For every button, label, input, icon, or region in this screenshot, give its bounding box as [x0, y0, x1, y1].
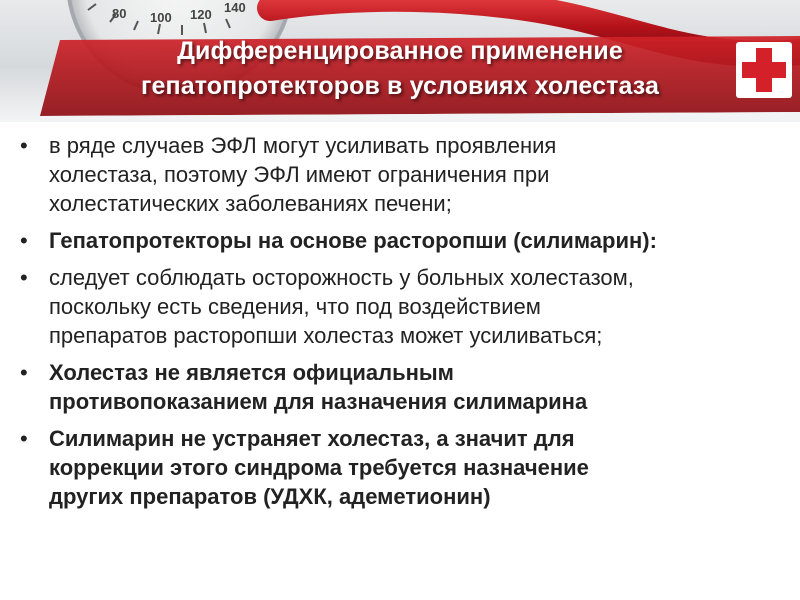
bullet-line: других препаратов (УДХК, адеметионин): [49, 484, 491, 509]
bullet-marker: •: [20, 360, 28, 385]
bullet-line: холестаза, поэтому ЭФЛ имеют ограничения при: [49, 162, 550, 187]
bullet-text: [49, 360, 587, 414]
bullet-marker: •: [20, 228, 28, 253]
bullet-item: [18, 424, 788, 511]
gauge-tick-label: 140: [224, 0, 246, 15]
gauge-tick-label: 100: [150, 10, 172, 25]
bullet-line: коррекции этого синдрома требуется назначение: [49, 455, 589, 480]
bullet-item: [18, 226, 788, 255]
bullet-marker: •: [20, 265, 28, 290]
gauge-tick-label: 120: [190, 7, 212, 22]
bullet-text: [49, 426, 589, 509]
bullet-line: поскольку есть сведения, что под воздействием: [49, 294, 541, 319]
bullet-item: [18, 358, 788, 416]
page-title-line-1: Дифференцированное применение: [177, 37, 623, 65]
medical-cross-icon: [736, 42, 792, 98]
header-banner: [0, 0, 800, 122]
bullet-line: Холестаз не является официальным: [49, 360, 454, 385]
gauge-tick-label: 80: [112, 6, 127, 21]
bullet-text: [49, 133, 556, 216]
bullet-line: следует соблюдать осторожность у больных холестазом,: [49, 265, 634, 290]
page-title-line-2: гепатопротекторов в условиях холестаза: [141, 72, 659, 100]
bullet-line: в ряде случаев ЭФЛ могут усиливать проявления: [49, 133, 557, 158]
bullet-item: [18, 263, 788, 350]
bullet-item: [18, 131, 788, 218]
bullet-line: холестатических заболеваниях печени;: [49, 191, 452, 216]
bullet-list: [18, 131, 788, 519]
bullet-line: противопоказанием для назначения силимарина: [49, 389, 588, 414]
bullet-text: [49, 228, 657, 253]
bullet-line: препаратов расторопши холестаз может усиливаться;: [49, 323, 603, 348]
bullet-marker: •: [20, 426, 28, 451]
page-title: [0, 34, 800, 104]
bullet-marker: •: [20, 133, 28, 158]
bullet-line: Гепатопротекторы на основе расторопши (силимарин):: [49, 228, 657, 253]
bullet-text: [49, 265, 634, 348]
bullet-line: Силимарин не устраняет холестаз, а значит для: [49, 426, 575, 451]
